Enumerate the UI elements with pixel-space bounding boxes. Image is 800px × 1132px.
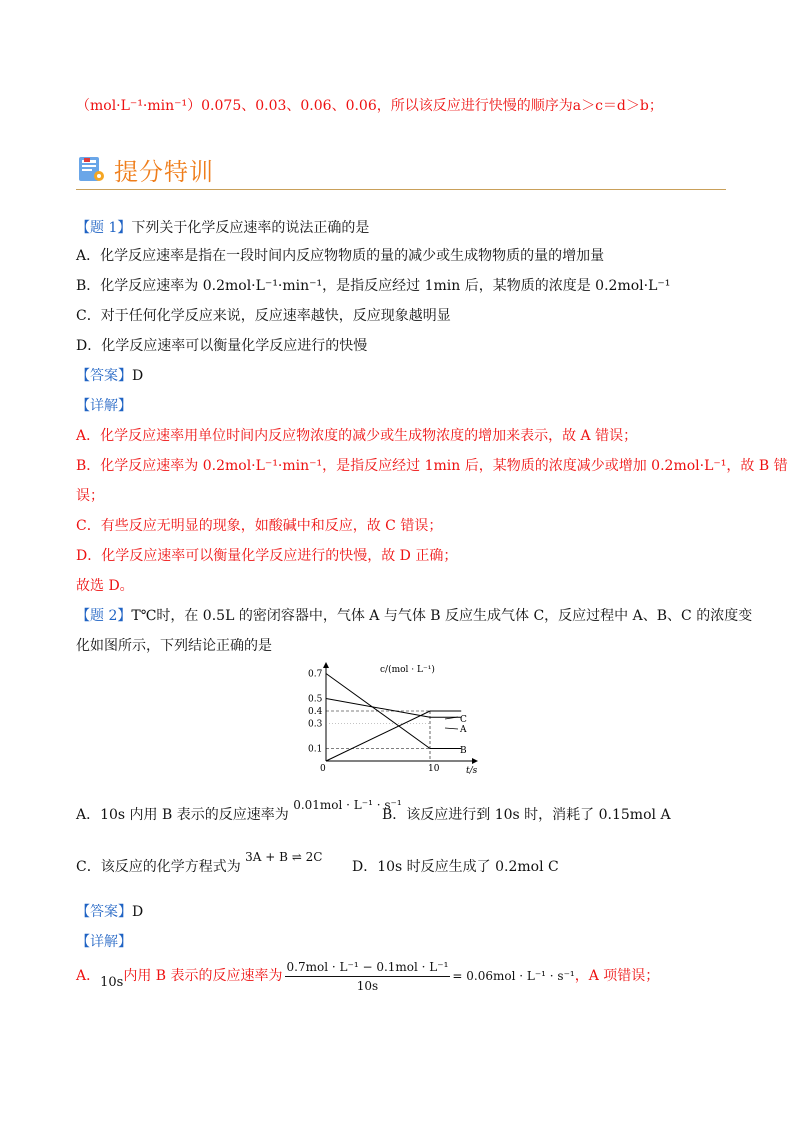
- q2-detail-a-fraction: [285, 959, 451, 994]
- q1-tag: 【题 1】: [76, 220, 132, 236]
- q1-option-d: D．化学反应速率可以衡量化学反应进行的快慢: [76, 338, 368, 354]
- x-tick-label: 10: [428, 764, 440, 774]
- q2-option-c: [76, 850, 323, 876]
- q2-tag: 【题 2】: [76, 608, 132, 624]
- q2-option-a-math: 0.01mol · L⁻¹ · s⁻¹: [293, 798, 402, 812]
- q2-detail-a-suffix: ，A 项错误；: [574, 968, 660, 984]
- label-leader-a: [445, 728, 458, 729]
- y-tick-group: [308, 670, 323, 755]
- y-axis-label: c/(mol · L⁻¹): [380, 665, 435, 675]
- q1-option-a: A．化学反应速率是指在一段时间内反应物物质的量的减少或生成物物质的量的增加量: [76, 248, 605, 264]
- q1-detail-b: B．化学反应速率为 0.2mol·L⁻¹·min⁻¹，是指反应经过 1min 后，某物质的浓度减少或增加 0.2mol·L⁻¹，故 B 错: [76, 458, 788, 474]
- q2-answer-label: 【答案】: [76, 904, 132, 920]
- q2-detail-a-text: 内用 B 表示的反应速率为: [123, 968, 283, 984]
- q2-stem-line2: 化如图所示，下列结论正确的是: [76, 638, 272, 654]
- q2-detail-label: 【详解】: [76, 934, 132, 950]
- q1-stem-line: [76, 219, 369, 237]
- q1-answer-label: 【答案】: [76, 368, 132, 384]
- q1-detail-d: D．化学反应速率可以衡量化学反应进行的快慢，故 D 正确；: [76, 548, 458, 564]
- series-label-b: B: [460, 746, 467, 756]
- q1-detail-c: C．有些反应无明显的现象，如酸碱中和反应，故 C 错误；: [76, 518, 443, 534]
- q1-answer: [76, 367, 143, 385]
- q1-detail-label: 【详解】: [76, 398, 132, 414]
- q2-stem-line1: [76, 607, 752, 625]
- x-axis-arrow: [472, 758, 478, 764]
- q2-answer-value: D: [132, 904, 144, 920]
- y-tick-label: 0.7: [308, 669, 323, 680]
- q1-option-c: C．对于任何化学反应来说，反应速率越快，反应现象越明显: [76, 308, 451, 324]
- y-tick-label: 0.3: [308, 719, 323, 730]
- q2-option-c-math: 3A + B ⇌ 2C: [245, 850, 323, 864]
- q2-stem-1: T℃时，在 0.5L 的密闭容器中，气体 A 与气体 B 反应生成气体 C，反应过程中 A、B、C 的浓度变: [131, 608, 753, 624]
- q2-detail-a-prefix: A．: [76, 968, 101, 984]
- series-label-a: A: [460, 725, 467, 735]
- y-tick-label: 0.4: [308, 707, 323, 717]
- notebook-icon: [76, 154, 106, 184]
- q2-detail-a: [76, 956, 659, 996]
- q2-answer: [76, 903, 143, 921]
- section-title: 提分特训: [114, 158, 214, 186]
- q2-option-b: B．该反应进行到 10s 时，消耗了 0.15mol A: [382, 807, 671, 823]
- q2-option-a-text: A．10s 内用 B 表示的反应速率为: [76, 807, 289, 823]
- y-tick-label: 0.1: [308, 744, 323, 755]
- y-axis-arrow: [323, 662, 329, 668]
- series-label-c: C: [460, 715, 467, 725]
- y-tick-label: 0.5: [308, 694, 323, 705]
- fraction-denominator: 10s: [356, 978, 379, 993]
- q1-option-b: B．化学反应速率为 0.2mol·L⁻¹·min⁻¹，是指反应经过 1min 后，某物质的浓度是 0.2mol·L⁻¹: [76, 278, 671, 294]
- q1-stem: 下列关于化学反应速率的说法正确的是: [131, 220, 370, 236]
- x-axis-label: t/s: [466, 766, 478, 776]
- q2-option-c-text: C．该反应的化学方程式为: [76, 859, 241, 875]
- q2-option-d: D．10s 时反应生成了 0.2mol C: [352, 859, 559, 875]
- series-line-a: [326, 699, 461, 718]
- section-header: [76, 150, 726, 190]
- section-divider: [76, 189, 726, 190]
- series-group: [326, 674, 461, 762]
- q1-conclusion: 故选 D。: [76, 578, 134, 594]
- q2-option-a: [76, 798, 402, 824]
- continuation-line: （mol·L⁻¹·min⁻¹）0.075、0.03、0.06、0.06，所以该反应进行快慢的顺序为a＞c＝d＞b；: [76, 98, 663, 114]
- q1-answer-value: D: [132, 368, 144, 384]
- series-line-c: [326, 711, 461, 761]
- fraction-numerator: 0.7mol · L⁻¹ − 0.1mol · L⁻¹: [285, 959, 451, 977]
- origin-label: 0: [320, 764, 326, 774]
- q2-detail-a-time: 10s: [100, 975, 124, 990]
- q1-detail-a: A．化学反应速率用单位时间内反应物浓度的减少或生成物浓度的增加来表示，故 A 错误；: [76, 428, 638, 444]
- q2-detail-a-result: = 0.06mol · L⁻¹ · s⁻¹: [452, 969, 575, 983]
- q1-detail-b-cont: 误；: [76, 488, 104, 504]
- concentration-chart: [298, 660, 498, 780]
